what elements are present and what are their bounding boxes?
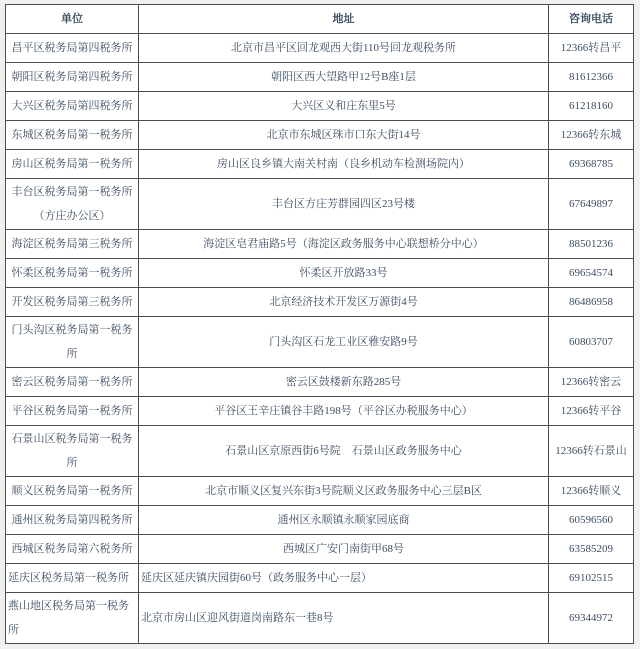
- address-cell: 平谷区王辛庄镇谷丰路198号（平谷区办税服务中心）: [139, 397, 549, 426]
- table-row: [6, 397, 634, 426]
- table-row: [6, 92, 634, 121]
- phone-cell: 12366转平谷: [549, 397, 634, 426]
- phone-cell: 69102515: [549, 564, 634, 593]
- unit-cell: 门头沟区税务局第一税务所: [6, 317, 139, 368]
- unit-cell: 平谷区税务局第一税务所: [6, 397, 139, 426]
- table-row: [6, 506, 634, 535]
- unit-cell: 海淀区税务局第三税务所: [6, 230, 139, 259]
- unit-cell: 密云区税务局第一税务所: [6, 368, 139, 397]
- tax-office-table: [5, 4, 634, 644]
- address-cell: 通州区永顺镇永顺家园底商: [139, 506, 549, 535]
- phone-cell: 60803707: [549, 317, 634, 368]
- phone-cell: 63585209: [549, 535, 634, 564]
- phone-cell: 12366转顺义: [549, 477, 634, 506]
- table-row: [6, 288, 634, 317]
- unit-cell: 通州区税务局第四税务所: [6, 506, 139, 535]
- column-header-address: 地址: [139, 5, 549, 34]
- address-cell: 密云区鼓楼新东路285号: [139, 368, 549, 397]
- table-row: [6, 426, 634, 477]
- phone-cell: 12366转东城: [549, 121, 634, 150]
- unit-cell: 朝阳区税务局第四税务所: [6, 63, 139, 92]
- phone-cell: 88501236: [549, 230, 634, 259]
- address-cell: 大兴区义和庄东里5号: [139, 92, 549, 121]
- address-cell: 北京市昌平区回龙观西大街110号回龙观税务所: [139, 34, 549, 63]
- unit-cell: 开发区税务局第三税务所: [6, 288, 139, 317]
- phone-cell: 67649897: [549, 179, 634, 230]
- table-row: [6, 477, 634, 506]
- address-cell: 朝阳区西大望路甲12号B座1层: [139, 63, 549, 92]
- address-cell: 西城区广安门南街甲68号: [139, 535, 549, 564]
- unit-cell: 房山区税务局第一税务所: [6, 150, 139, 179]
- address-cell: 北京市房山区迎风街道岗南路东一巷8号: [139, 593, 549, 644]
- unit-cell: 丰台区税务局第一税务所（方庄办公区）: [6, 179, 139, 230]
- unit-cell: 西城区税务局第六税务所: [6, 535, 139, 564]
- column-header-phone: 咨询电话: [549, 5, 634, 34]
- phone-cell: 12366转密云: [549, 368, 634, 397]
- table-row: [6, 34, 634, 63]
- unit-cell: 大兴区税务局第四税务所: [6, 92, 139, 121]
- unit-cell: 东城区税务局第一税务所: [6, 121, 139, 150]
- phone-cell: 12366转昌平: [549, 34, 634, 63]
- table-row: [6, 63, 634, 92]
- column-header-unit: 单位: [6, 5, 139, 34]
- address-cell: 房山区良乡镇大南关村南（良乡机动车检测场院内）: [139, 150, 549, 179]
- table-row: [6, 564, 634, 593]
- phone-cell: 69654574: [549, 259, 634, 288]
- table-row: [6, 121, 634, 150]
- table-row: [6, 259, 634, 288]
- unit-cell: 顺义区税务局第一税务所: [6, 477, 139, 506]
- table-row: [6, 230, 634, 259]
- table-row: [6, 317, 634, 368]
- table-row: [6, 179, 634, 230]
- table-row: [6, 368, 634, 397]
- phone-cell: 60596560: [549, 506, 634, 535]
- unit-cell: 石景山区税务局第一税务所: [6, 426, 139, 477]
- table-row: [6, 150, 634, 179]
- table-row: [6, 593, 634, 644]
- address-cell: 北京经济技术开发区万源街4号: [139, 288, 549, 317]
- address-cell: 海淀区皂君庙路5号（海淀区政务服务中心联想桥分中心）: [139, 230, 549, 259]
- address-cell: 门头沟区石龙工业区雅安路9号: [139, 317, 549, 368]
- unit-cell: 昌平区税务局第四税务所: [6, 34, 139, 63]
- unit-cell: 延庆区税务局第一税务所: [6, 564, 139, 593]
- address-cell: 延庆区延庆镇庆园街60号（政务服务中心一层）: [139, 564, 549, 593]
- unit-cell: 燕山地区税务局第一税务所: [6, 593, 139, 644]
- address-cell: 北京市顺义区复兴东街3号院顺义区政务服务中心三层B区: [139, 477, 549, 506]
- unit-cell: 怀柔区税务局第一税务所: [6, 259, 139, 288]
- phone-cell: 86486958: [549, 288, 634, 317]
- address-cell: 北京市东城区珠市口东大街14号: [139, 121, 549, 150]
- phone-cell: 12366转石景山: [549, 426, 634, 477]
- phone-cell: 69344972: [549, 593, 634, 644]
- header-row: [6, 5, 634, 34]
- phone-cell: 69368785: [549, 150, 634, 179]
- phone-cell: 81612366: [549, 63, 634, 92]
- address-cell: 怀柔区开放路33号: [139, 259, 549, 288]
- address-cell: 石景山区京原西街6号院 石景山区政务服务中心: [139, 426, 549, 477]
- address-cell: 丰台区方庄芳群园四区23号楼: [139, 179, 549, 230]
- phone-cell: 61218160: [549, 92, 634, 121]
- table-row: [6, 535, 634, 564]
